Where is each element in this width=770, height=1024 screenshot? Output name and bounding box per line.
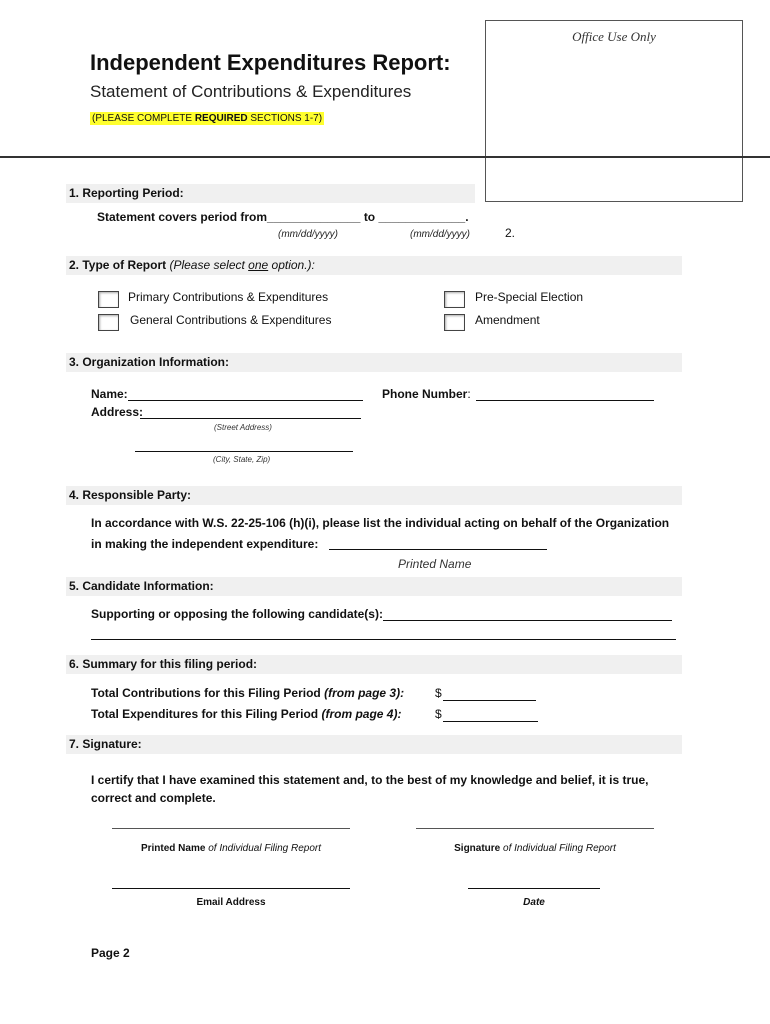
section-2-heading	[66, 256, 682, 275]
section-1-heading: 1. Reporting Period:	[66, 184, 475, 203]
responsible-text-1: In accordance with W.S. 22-25-106 (h)(i), please list the individual acting on behalf of the Organization	[91, 516, 670, 530]
stray-number: 2.	[505, 226, 516, 240]
note-bold: REQUIRED	[194, 113, 248, 124]
printed-name-caption	[112, 843, 350, 854]
signature-line[interactable]	[416, 828, 654, 829]
contributions-label: Total Contributions for this Filing Period	[91, 686, 325, 700]
section-6-heading: 6. Summary for this filing period:	[66, 655, 682, 674]
required-note	[90, 112, 324, 125]
option-primary: Primary Contributions & Expenditures	[128, 290, 329, 304]
candidate-field-1[interactable]	[383, 620, 672, 621]
form-subtitle: Statement of Contributions & Expenditures	[90, 82, 412, 101]
section-2-hint-under: one	[248, 258, 269, 272]
checkbox-primary[interactable]	[98, 291, 119, 308]
city-state-zip-field[interactable]	[135, 451, 353, 452]
printed-name-rest: of Individual Filing Report	[205, 843, 322, 854]
candidate-field-2[interactable]	[91, 639, 676, 640]
from-date-hint: (mm/dd/yyyy)	[278, 229, 338, 240]
note-prefix: (PLEASE COMPLETE	[92, 113, 195, 124]
street-hint: (Street Address)	[214, 423, 272, 432]
reporting-period-statement[interactable]: Statement covers period from______________ to _____________.	[97, 210, 469, 224]
responsible-name-field[interactable]	[329, 549, 547, 550]
header-rule	[0, 156, 770, 158]
expenditures-row	[91, 707, 401, 721]
section-2-hint-pre: (Please select	[169, 258, 249, 272]
street-address-field[interactable]	[140, 418, 361, 419]
date-caption: Date	[523, 897, 545, 908]
date-line[interactable]	[468, 888, 600, 889]
address-label: Address:	[91, 405, 144, 419]
form-title: Independent Expenditures Report:	[90, 50, 451, 75]
section-5-heading: 5. Candidate Information:	[66, 577, 682, 596]
certify-text-2: correct and complete.	[91, 791, 216, 805]
office-use-label: Office Use Only	[572, 29, 656, 44]
certify-text-1: I certify that I have examined this statement and, to the best of my knowledge and belief, it is true,	[91, 773, 649, 787]
option-amendment: Amendment	[475, 313, 540, 327]
note-suffix: SECTIONS 1-7)	[247, 113, 323, 124]
email-caption: Email Address	[196, 897, 266, 908]
printed-name-hint: Printed Name	[398, 557, 472, 571]
printed-name-signature-line[interactable]	[112, 828, 350, 829]
contributions-ref: (from page 3):	[324, 686, 405, 700]
signature-bold: Signature	[454, 843, 501, 854]
section-7-heading: 7. Signature:	[66, 735, 682, 754]
signature-caption	[416, 843, 654, 854]
option-pre-special: Pre-Special Election	[475, 290, 584, 304]
expenditures-ref: (from page 4):	[321, 707, 402, 721]
section-2-title: 2. Type of Report	[69, 258, 170, 272]
phone-field[interactable]	[476, 400, 654, 401]
page-number: Page 2	[91, 946, 130, 960]
city-hint: (City, State, Zip)	[213, 455, 271, 464]
printed-name-bold: Printed Name	[140, 843, 206, 854]
expenditures-amount-field[interactable]	[443, 721, 538, 722]
option-general: General Contributions & Expenditures	[130, 313, 332, 327]
expenditures-dollar: $	[435, 707, 442, 721]
email-line[interactable]	[112, 888, 350, 889]
phone-colon: :	[467, 387, 471, 401]
checkbox-pre-special[interactable]	[444, 291, 465, 308]
responsible-text-2: in making the independent expenditure:	[91, 537, 319, 551]
contributions-dollar: $	[435, 686, 442, 700]
section-2-hint-post: option.):	[268, 258, 315, 272]
checkbox-amendment[interactable]	[444, 314, 465, 331]
phone-label	[382, 387, 471, 401]
to-date-hint: (mm/dd/yyyy)	[410, 229, 470, 240]
contributions-amount-field[interactable]	[443, 700, 536, 701]
name-label: Name:	[91, 387, 128, 401]
section-4-heading: 4. Responsible Party:	[66, 486, 682, 505]
expenditures-label: Total Expenditures for this Filing Period	[91, 707, 322, 721]
office-use-box	[485, 20, 743, 202]
section-3-heading: 3. Organization Information:	[66, 353, 682, 372]
checkbox-general[interactable]	[98, 314, 119, 331]
candidate-text: Supporting or opposing the following candidate(s):	[91, 607, 383, 621]
contributions-row	[91, 686, 404, 700]
name-field[interactable]	[128, 400, 363, 401]
signature-rest: of Individual Filing Report	[500, 843, 616, 854]
phone-label-text: Phone Number	[382, 387, 468, 401]
